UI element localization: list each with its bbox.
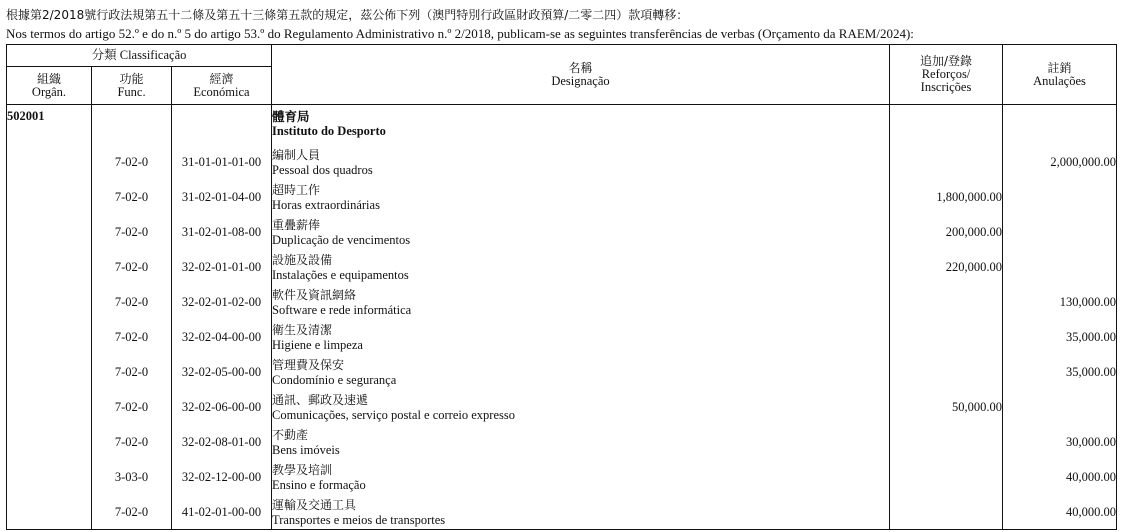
designation: [272, 250, 890, 285]
designation: [272, 460, 890, 495]
organ-name-zh: 體育局: [272, 109, 310, 124]
economic-code: 32-02-08-01-00: [172, 425, 272, 460]
economic-code: 31-01-01-01-00: [172, 145, 272, 180]
function-code: 7-02-0: [92, 145, 172, 180]
organ-cell: [7, 285, 92, 320]
economic-header-zh: 經濟: [209, 71, 234, 86]
cancellations-header: [1003, 45, 1117, 105]
cancellation-amount: [1003, 390, 1117, 425]
economic-code: 32-02-05-00-00: [172, 355, 272, 390]
designation-pt: Horas extraordinárias: [272, 198, 380, 212]
economic-code: 31-02-01-04-00: [172, 180, 272, 215]
organ-cell: [7, 355, 92, 390]
function-code: 7-02-0: [92, 425, 172, 460]
organ-cell: [7, 320, 92, 355]
organ-cell: [7, 145, 92, 180]
reinforcement-amount: [890, 425, 1003, 460]
designation-zh: 軟件及資訊網絡: [272, 288, 357, 302]
designation-zh: 運輸及交通工具: [272, 497, 357, 512]
designation-pt: Ensino e formação: [272, 478, 366, 492]
table-row: [7, 285, 1117, 320]
function-header-pt: Func.: [117, 84, 146, 99]
designation-header-zh: 名稱: [568, 60, 593, 75]
function-code: 7-02-0: [92, 355, 172, 390]
reinforcement-amount: 50,000.00: [890, 390, 1003, 425]
reinforcements-header-zh: 追加/登錄: [919, 54, 973, 68]
designation-zh: 超時工作: [272, 183, 321, 197]
classification-header: 分類 Classificação: [7, 45, 272, 67]
designation: [272, 285, 890, 320]
designation-zh: 設施及設備: [272, 253, 333, 267]
cancellation-amount: 35,000.00: [1003, 355, 1117, 390]
organ-cell: [7, 495, 92, 530]
function-code: 3-03-0: [92, 460, 172, 495]
organ-code: 502001: [7, 105, 92, 146]
designation: [272, 180, 890, 215]
designation: [272, 320, 890, 355]
economic-code: 32-02-01-01-00: [172, 250, 272, 285]
table-row: [7, 425, 1117, 460]
designation-zh: 重疊薪俸: [272, 218, 321, 232]
cancellation-amount: 40,000.00: [1003, 460, 1117, 495]
designation: [272, 145, 890, 180]
organ-header-pt: Orgân.: [31, 84, 67, 99]
transfer-table: [6, 44, 1117, 530]
table-row: [7, 145, 1117, 180]
designation-pt: Higiene e limpeza: [272, 338, 363, 352]
designation: [272, 355, 890, 390]
organ-cell: [7, 215, 92, 250]
reinforcement-amount: 1,800,000.00: [890, 180, 1003, 215]
cancellations-header-zh: 註銷: [1047, 60, 1072, 75]
designation: [272, 425, 890, 460]
cancellation-amount: [1003, 250, 1117, 285]
organ-econ-empty: [172, 105, 272, 146]
economic-code: 41-02-01-00-00: [172, 495, 272, 530]
reinforcement-amount: [890, 145, 1003, 180]
organ-header: [7, 67, 92, 105]
reinforcements-header-pt2: Inscrições: [920, 80, 972, 94]
cancellation-amount: 2,000,000.00: [1003, 145, 1117, 180]
designation-pt: Condomínio e segurança: [272, 373, 397, 387]
designation-zh: 管理費及保安: [272, 358, 345, 372]
designation-header-pt: Designação: [551, 73, 610, 88]
function-code: 7-02-0: [92, 390, 172, 425]
reinforcements-header-pt1: Reforços/: [921, 67, 971, 81]
reinforcement-amount: [890, 285, 1003, 320]
cancellation-amount: [1003, 180, 1117, 215]
table-row: [7, 320, 1117, 355]
designation: [272, 495, 890, 530]
organ-name-pt: Instituto do Desporto: [272, 124, 386, 138]
organ-row: [7, 105, 1117, 146]
organ-anul-empty: [1003, 105, 1117, 146]
economic-code: 31-02-01-08-00: [172, 215, 272, 250]
reinforcement-amount: [890, 320, 1003, 355]
organ-ref-empty: [890, 105, 1003, 146]
designation-zh: 編制人員: [272, 148, 321, 162]
table-row: [7, 495, 1117, 530]
cancellation-amount: 130,000.00: [1003, 285, 1117, 320]
organ-cell: [7, 390, 92, 425]
table-row: [7, 355, 1117, 390]
economic-header-pt: Económica: [193, 84, 250, 99]
table-row: [7, 250, 1117, 285]
function-code: 7-02-0: [92, 180, 172, 215]
economic-code: 32-02-06-00-00: [172, 390, 272, 425]
function-code: 7-02-0: [92, 250, 172, 285]
economic-code: 32-02-01-02-00: [172, 285, 272, 320]
designation-header: [272, 45, 890, 105]
reinforcement-amount: 220,000.00: [890, 250, 1003, 285]
table-row: [7, 215, 1117, 250]
function-header-zh: 功能: [119, 71, 144, 86]
designation: [272, 215, 890, 250]
organ-name: [272, 105, 890, 146]
economic-code: 32-02-04-00-00: [172, 320, 272, 355]
reinforcement-amount: [890, 460, 1003, 495]
designation-pt: Software e rede informática: [272, 303, 412, 317]
designation: [272, 390, 890, 425]
organ-header-zh: 組織: [36, 71, 61, 86]
reinforcement-amount: 200,000.00: [890, 215, 1003, 250]
cancellation-amount: 30,000.00: [1003, 425, 1117, 460]
intro-portuguese: Nos termos do artigo 52.º e do n.º 5 do artigo 53.º do Regulamento Administrativo n.º 2/2018, publicam-se as seguintes transferências de verbas (Orçamento da RAEM/2024):: [6, 26, 914, 41]
function-code: 7-02-0: [92, 215, 172, 250]
table-row: [7, 460, 1117, 495]
designation-pt: Comunicações, serviço postal e correio expresso: [272, 408, 515, 422]
cancellation-amount: 35,000.00: [1003, 320, 1117, 355]
designation-pt: Bens imóveis: [272, 443, 340, 457]
designation-pt: Instalações e equipamentos: [272, 268, 409, 282]
organ-cell: [7, 250, 92, 285]
designation-pt: Pessoal dos quadros: [272, 163, 373, 177]
cancellation-amount: 40,000.00: [1003, 495, 1117, 530]
designation-pt: Transportes e meios de transportes: [272, 512, 446, 527]
organ-cell: [7, 425, 92, 460]
designation-zh: 不動產: [272, 428, 309, 442]
designation-zh: 衛生及清潔: [272, 323, 333, 337]
designation-pt: Duplicação de vencimentos: [272, 233, 411, 247]
table-row: [7, 390, 1117, 425]
economic-code: 32-02-12-00-00: [172, 460, 272, 495]
table-row: [7, 180, 1117, 215]
economic-header: [172, 67, 272, 105]
cancellations-header-pt: Anulações: [1033, 73, 1086, 88]
organ-cell: [7, 460, 92, 495]
function-header: [92, 67, 172, 105]
function-code: 7-02-0: [92, 320, 172, 355]
function-code: 7-02-0: [92, 285, 172, 320]
function-code: 7-02-0: [92, 495, 172, 530]
reinforcement-amount: [890, 355, 1003, 390]
designation-zh: 通訊、郵政及速遞: [272, 393, 369, 407]
organ-func-empty: [92, 105, 172, 146]
cancellation-amount: [1003, 215, 1117, 250]
reinforcement-amount: [890, 495, 1003, 530]
intro-chinese: 根據第2/2018號行政法規第五十二條及第五十三條第五款的規定，茲公佈下列（澳門特別行政區財政預算/二零二四）款項轉移：: [6, 8, 689, 22]
reinforcements-header: [890, 45, 1003, 105]
organ-cell: [7, 180, 92, 215]
designation-zh: 教學及培訓: [272, 463, 333, 477]
